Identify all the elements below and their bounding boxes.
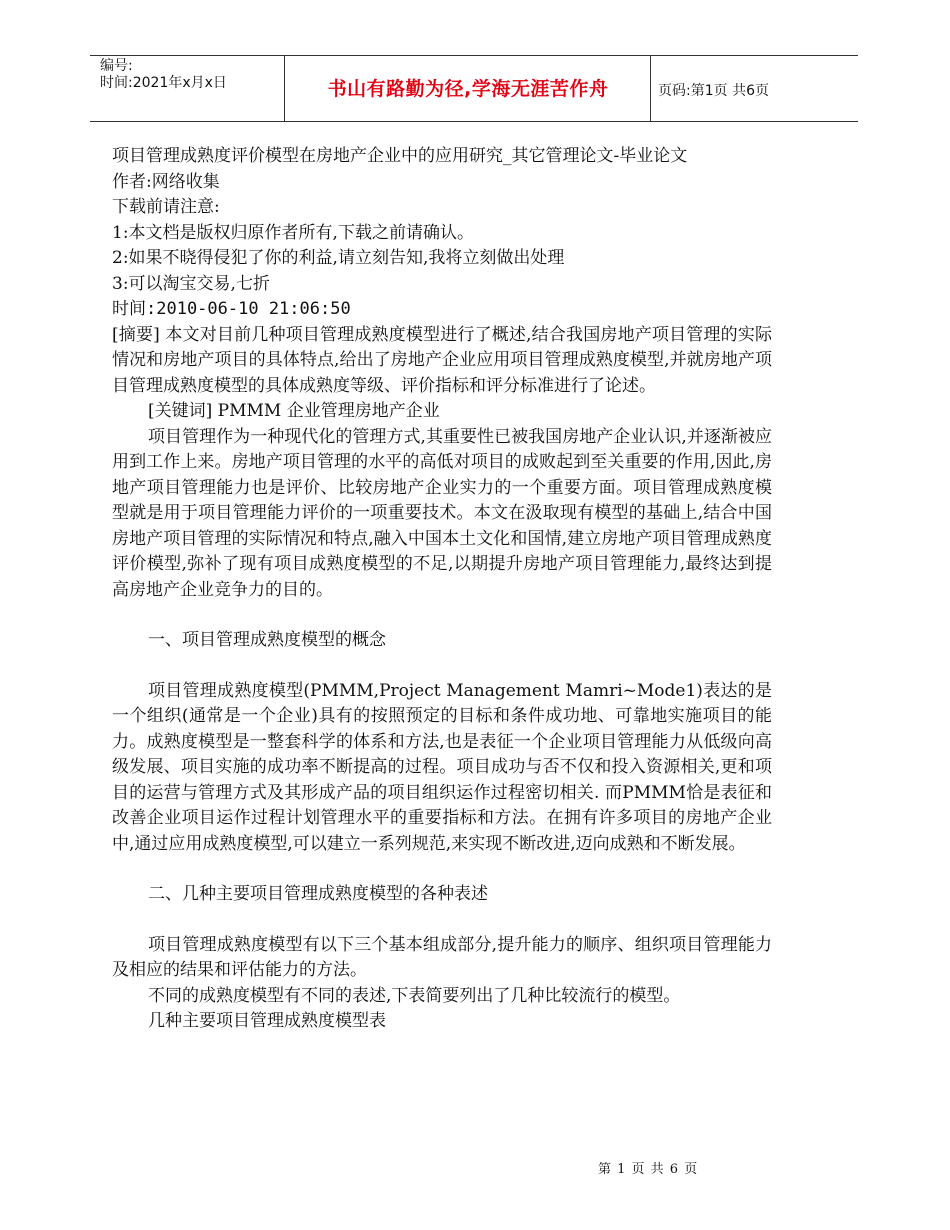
notice-item-3: 3:可以淘宝交易,七折 <box>112 273 270 294</box>
section-1-heading: 一、项目管理成熟度模型的概念 <box>148 630 386 650</box>
section-2-paragraph-2: 不同的成熟度模型有不同的表述,下表简要列出了几种比较流行的模型。 <box>148 985 681 1006</box>
header-divider-right <box>650 56 651 121</box>
header-bottom-rule <box>90 121 858 122</box>
spacer <box>112 603 772 628</box>
keywords-line: [关键词] PMMM 企业管理房地产企业 <box>148 401 440 421</box>
spacer <box>112 654 772 679</box>
document-time: 时间:2010-06-10 21:06:50 <box>112 299 351 319</box>
header-divider-left <box>284 56 285 121</box>
table-caption: 几种主要项目管理成熟度模型表 <box>148 1011 386 1031</box>
header-page-info: 页码:第1页 共6页 <box>658 83 769 99</box>
notice-item-2: 2:如果不晓得侵犯了你的利益,请立刻告知,我将立刻做出处理 <box>112 248 565 268</box>
document-body <box>112 144 772 1035</box>
spacer <box>112 908 772 933</box>
abstract-paragraph: [摘要] 本文对目前几种项目管理成熟度模型进行了概述,结合我国房地产项目管理的实际情况和房地产项目的具体特点,给出了房地产企业应用项目管理成熟度模型,并就房地产项目管理成熟度模型的具体成熟度等级、评价指标和评分标准进行了论述。 <box>112 324 772 396</box>
header-meta <box>100 58 280 92</box>
header-motto: 书山有路勤为径,学海无涯苦作舟 <box>327 78 609 100</box>
notice-item-1: 1:本文档是版权归原作者所有,下载之前请确认。 <box>112 222 474 243</box>
header-top-rule <box>90 55 858 56</box>
section-1-paragraph: 项目管理成熟度模型(PMMM,Project Management Mamri~Mode1)表达的是一个组织(通常是一个企业)具有的按照预定的目标和条件成功地、可靠地实施项目的能力。成熟度模型是一整套科学的体系和方法,也是表征一个企业项目管理能力从低级向高级发展、项目实施的成功率不断提高的过程。项目成功与否不仅和投入资源相关,更和项目的运营与管理方式及其形成产品的项目组织运作过程密切相关. 而PMMM恰是表征和改善企业项目运作过程计划管理水平的重要指标和方法。在拥有许多项目的房地产企业中,通过应用成熟度模型,可以建立一系列规范,来实现不断改进,迈向成熟和不断发展。 <box>112 680 772 854</box>
intro-paragraph: 项目管理作为一种现代化的管理方式,其重要性已被我国房地产企业认识,并逐渐被应用到工作上来。房地产项目管理的水平的高低对项目的成败起到至关重要的作用,因此,房地产项目管理能力也是评价、比较房地产企业实力的一个重要方面。项目管理成熟度模型就是用于项目管理能力评价的一项重要技术。本文在汲取现有模型的基础上,结合中国房地产项目管理的实际情况和特点,融入中国本土文化和国情,建立房地产项目管理成熟度评价模型,弥补了现有项目成熟度模型的不足,以期提升房地产项目管理能力,最终达到提高房地产企业竞争力的目的。 <box>112 426 772 600</box>
document-author: 作者:网络收集 <box>112 171 220 192</box>
notice-title: 下载前请注意: <box>112 197 220 217</box>
header-number-label: 编号: <box>100 58 133 74</box>
spacer <box>112 857 772 882</box>
page-footer: 第 1 页 共 6 页 <box>598 1162 699 1177</box>
section-2-paragraph-1: 项目管理成熟度模型有以下三个基本组成部分,提升能力的顺序、组织项目管理能力及相应的结果和评估能力的方法。 <box>112 934 772 980</box>
header-time-label: 时间:2021年x月x日 <box>100 75 227 91</box>
document-title: 项目管理成熟度评价模型在房地产企业中的应用研究_其它管理论文-毕业论文 <box>112 146 688 166</box>
section-2-heading: 二、几种主要项目管理成熟度模型的各种表述 <box>148 884 488 904</box>
